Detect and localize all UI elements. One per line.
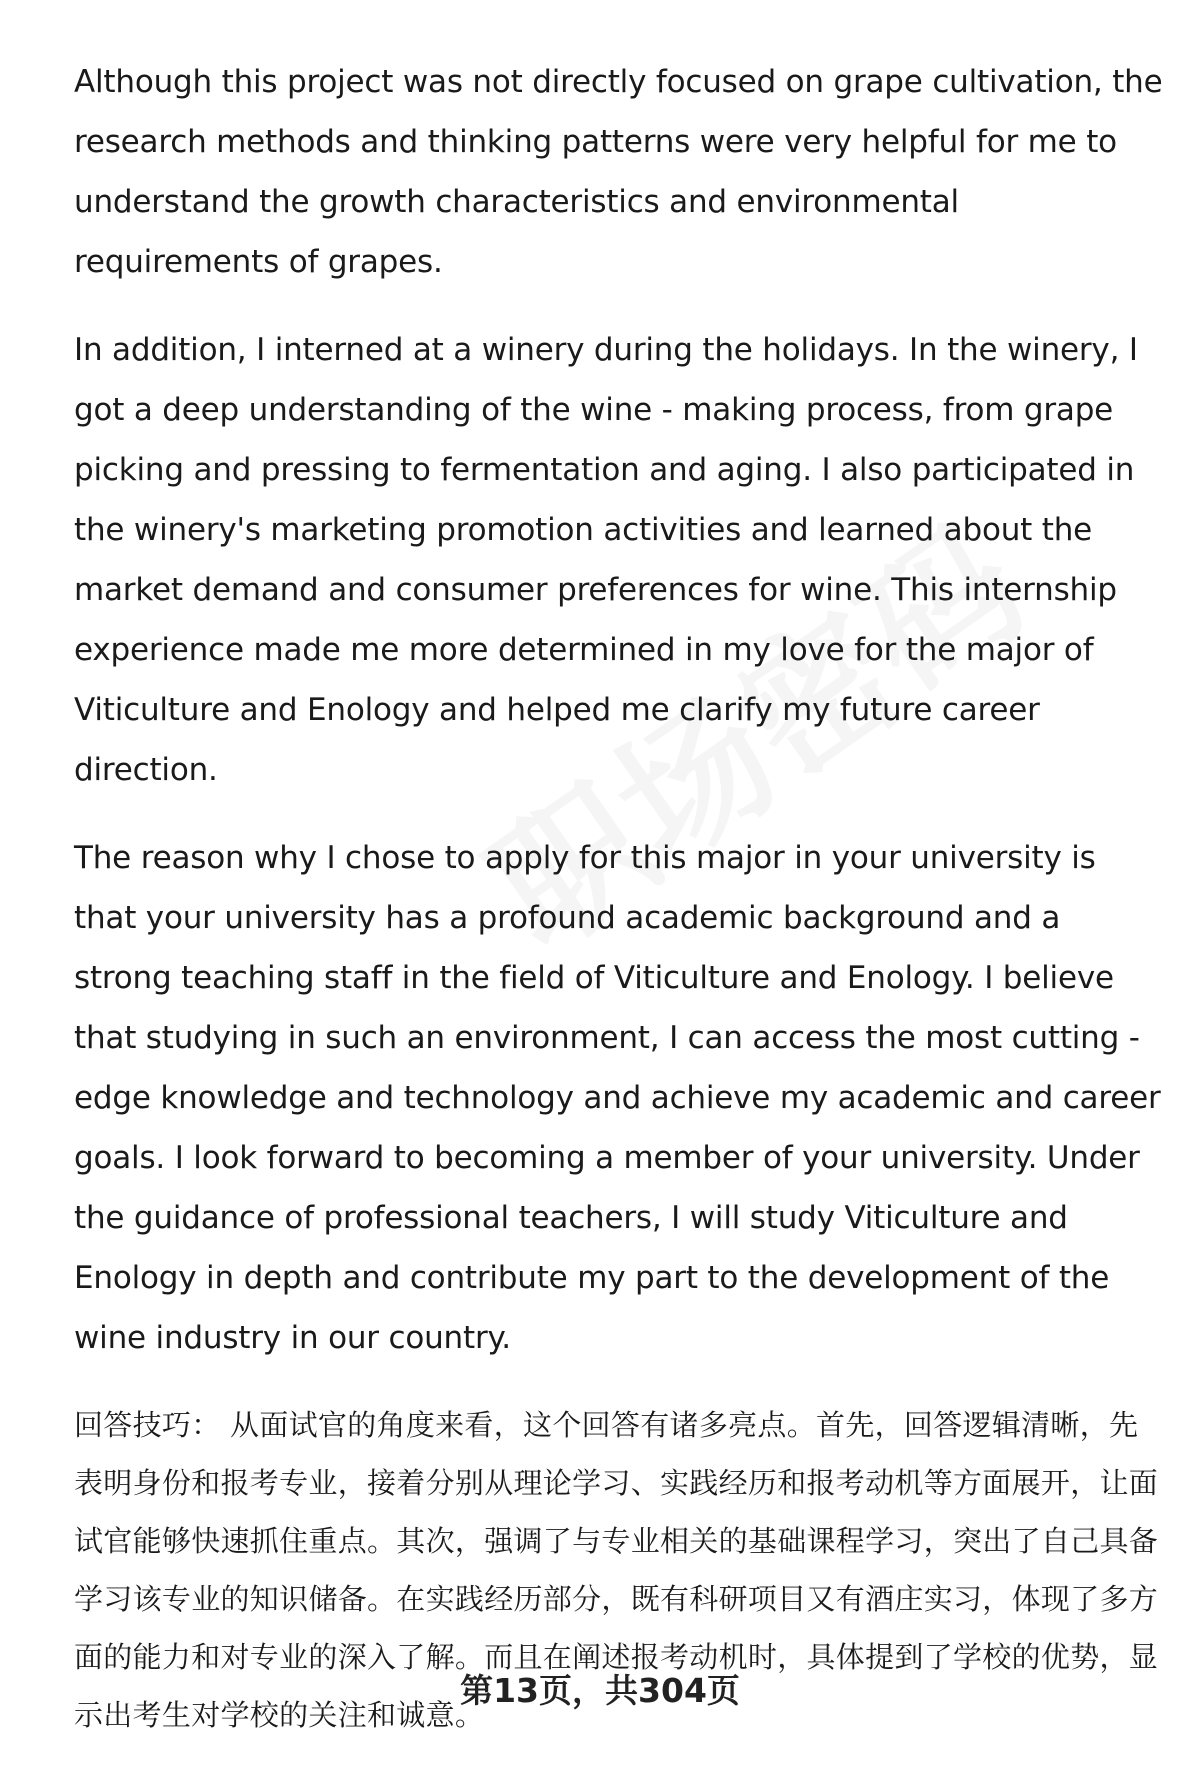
paragraph-research: Although this project was not directly focused on grape cultivation, the research methods and thinking patterns were very helpful for me to understand the growth characteristics and environmental requirements of grapes. <box>74 64 1163 280</box>
paragraph-motivation: The reason why I chose to apply for this major in your university is that your university has a profound academic background and a strong teaching staff in the field of Viticulture and Enology. I believe that studying in such an environment, I can access the most cutting - edge knowledge and technology and achieve my academic and career goals. I look forward to becoming a member of your university. Under the guidance of professional teachers, I will study Viticulture and Enology in depth and contribute my part to the development of the wine industry in our country. <box>74 840 1161 1356</box>
paragraph-internship: In addition, I interned at a winery during the holidays. In the winery, I got a deep understanding of the wine - making process, from grape picking and pressing to fermentation and aging. I also participated in the winery's marketing promotion activities and learned about the market demand and consumer preferences for wine. This internship experience made me more determined in my love for the major of Viticulture and Enology and helped me clarify my future career direction. <box>74 332 1138 788</box>
document-body <box>74 52 1164 1772</box>
answer-tip: 回答技巧： 从面试官的角度来看，这个回答有诸多亮点。首先，回答逻辑清晰，先表明身份和报考专业，接着分别从理论学习、实践经历和报考动机等方面展开，让面试官能够快速抓住重点。其次，强调了与专业相关的基础课程学习，突出了自己具备学习该专业的知识储备。在实践经历部分，既有科研项目又有酒庄实习，体现了多方面的能力和对专业的深入了解。而且在阐述报考动机时，具体提到了学校的优势，显示出考生对学校的关注和诚意。 <box>74 1408 1159 1732</box>
page-number: 第13页，共304页 <box>460 1671 740 1710</box>
